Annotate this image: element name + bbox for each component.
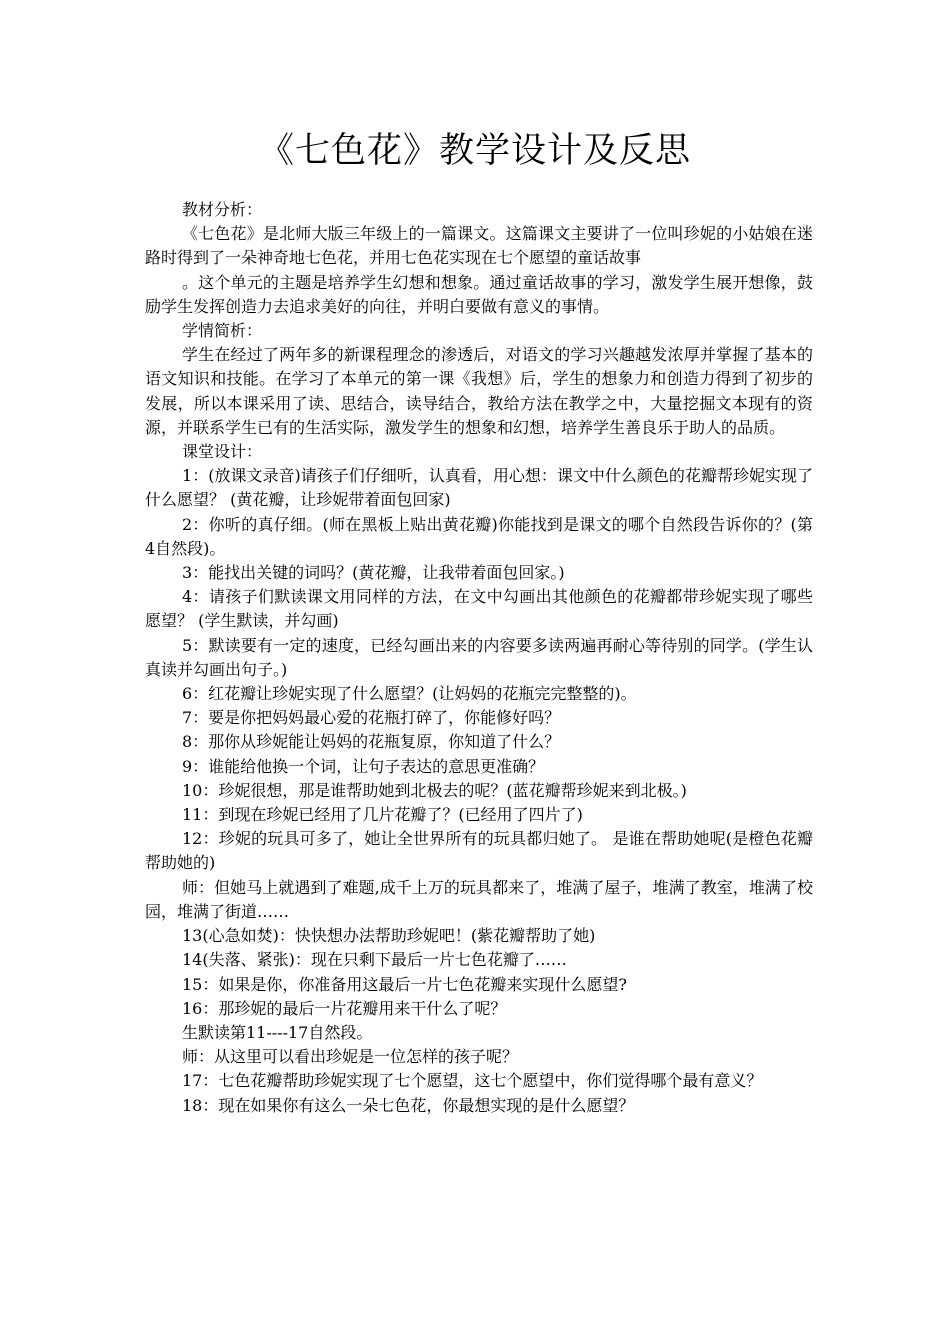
- paragraph: 5：默读要有一定的速度，已经勾画出来的内容要多读两遍再耐心等待别的同学。(学生认真读并勾画出句子。): [145, 635, 813, 679]
- paragraph: 9：谁能给他换一个词，让句子表达的意思更准确？: [182, 756, 545, 776]
- paragraph: 11：到现在珍妮已经用了几片花瓣了？(已经用了四片了): [182, 805, 583, 825]
- paragraph: 4：请孩子们默读课文用同样的方法，在文中勾画出其他颜色的花瓣都带珍妮实现了哪些愿望？ (学生默读，并勾画): [145, 587, 813, 631]
- paragraph: 师：但她马上就遇到了难题,成千上万的玩具都来了，堆满了屋子，堆满了教室，堆满了校园，堆满了街道……: [145, 877, 813, 921]
- document-title: 《七色花》教学设计及反思: [258, 131, 691, 171]
- paragraph: 16：那珍妮的最后一片花瓣用来干什么了呢？: [182, 998, 507, 1018]
- document-body: [145, 198, 813, 1118]
- paragraph: 课堂设计：: [182, 442, 263, 462]
- paragraph: 13(心急如焚)：快快想办法帮助珍妮吧！(紫花瓣帮助了她): [182, 926, 596, 946]
- paragraph: 15：如果是你，你准备用这最后一片七色花瓣来实现什么愿望?: [182, 974, 627, 994]
- paragraph: 《七色花》是北师大版三年级上的一篇课文。这篇课文主要讲了一位叫珍妮的小姑娘在迷路时得到了一朵神奇地七色花，并用七色花实现在七个愿望的童话故事: [145, 224, 813, 268]
- paragraph: 。这个单元的主题是培养学生幻想和想象。通过童话故事的学习，激发学生展开想像，鼓励学生发挥创造力去追求美好的向往，并明白要做有意义的事情。: [145, 272, 813, 316]
- paragraph: 8：那你从珍妮能让妈妈的花瓶复原，你知道了什么？: [182, 732, 561, 752]
- paragraph: 生默读第11----17自然段。: [182, 1022, 373, 1042]
- paragraph: 学生在经过了两年多的新课程理念的渗透后，对语文的学习兴趣越发浓厚并掌握了基本的语文知识和技能。在学习了本单元的第一课《我想》后，学生的想象力和创造力得到了初步的发展，所以本课采用了读、思结合，读导结合，教给方法在教学之中，大量挖掘文本现有的资源，并联系学生已有的生活实际，激发学生的想象和幻想，培养学生善良乐于助人的品质。: [145, 345, 813, 437]
- paragraph: 18：现在如果你有这么一朵七色花，你最想实现的是什么愿望？: [182, 1095, 635, 1115]
- paragraph: 14(失落、紧张)：现在只剩下最后一片七色花瓣了……: [182, 950, 567, 970]
- paragraph: 10：珍妮很想，那是谁帮助她到北极去的呢？(蓝花瓣帮珍妮来到北极。): [182, 780, 687, 800]
- paragraph: 学情简析：: [182, 321, 263, 341]
- paragraph: 17：七色花瓣帮助珍妮实现了七个愿望，这七个愿望中，你们觉得哪个最有意义？: [182, 1071, 763, 1091]
- paragraph: 教材分析：: [182, 200, 263, 219]
- paragraph: 3：能找出关键的词吗？(黄花瓣，让我带着面包回家。): [182, 563, 565, 583]
- paragraph: 12：珍妮的玩具可多了，她让全世界所有的玩具都归她了。 是谁在帮助她呢(是橙色花瓣帮助她的): [145, 829, 813, 873]
- paragraph: 2：你听的真仔细。(师在黑板上贴出黄花瓣)你能找到是课文的哪个自然段告诉你的？(第4自然段)。: [145, 514, 813, 558]
- paragraph: 师：从这里可以看出珍妮是一位怎样的孩子呢？: [182, 1047, 519, 1067]
- paragraph: 6：红花瓣让珍妮实现了什么愿望？(让妈妈的花瓶完完整整的)。: [182, 684, 637, 704]
- paragraph: 7：要是你把妈妈最心爱的花瓶打碎了，你能修好吗？: [182, 708, 561, 728]
- paragraph: 1：(放课文录音)请孩子们仔细听，认真看，用心想：课文中什么颜色的花瓣帮珍妮实现了什么愿望？ (黄花瓣，让珍妮带着面包回家): [145, 466, 813, 510]
